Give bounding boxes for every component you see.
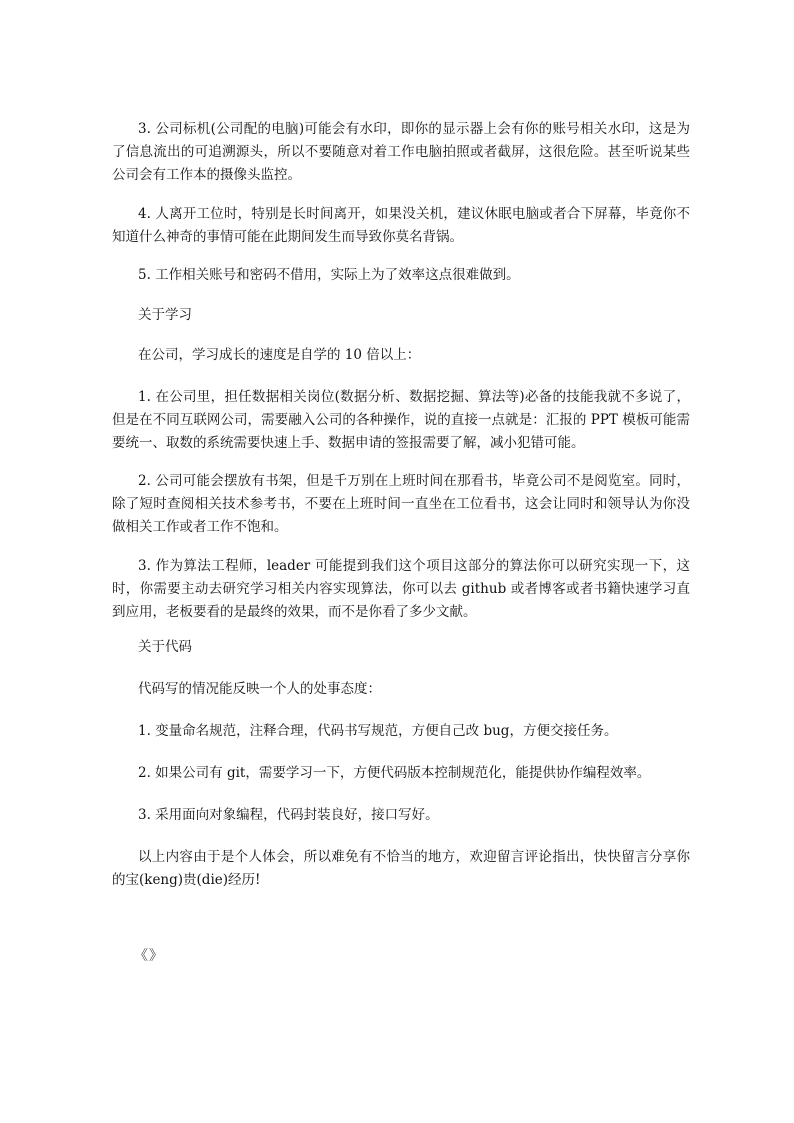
previous-link[interactable]: 《: [134, 948, 149, 964]
paragraph-closing: 以上内容由于是个人体会，所以难免有不恰当的地方，欢迎留言评论指出，快快留言分享你的宝(keng)贵(die)经历!: [112, 849, 690, 888]
section-heading-study: 关于学习: [138, 307, 192, 323]
paragraph-study-item-1: 1. 在公司里，担任数据相关岗位(数据分析、数据挖掘、算法等)必备的技能我就不多说了，但是在不同互联网公司，需要融入公司的各种操作，说的直接一点就是：汇报的 PPT 模板可能需要统一、取数的系统需要快速上手、数据申请的签报需要了解，减小犯错可能。: [112, 389, 690, 451]
paragraph-code-intro: 代码写的情况能反映一个人的处事态度：: [138, 681, 381, 697]
paragraph-account-tip: 5. 工作相关账号和密码不借用，实际上为了效率这点很难做到。: [138, 267, 520, 283]
page-navigation: [134, 945, 164, 968]
paragraph-study-item-2: 2. 公司可能会摆放有书架，但是千万别在上班时间在那看书，毕竟公司不是阅览室。同时，除了短时查阅相关技术参考书，不要在上班时间一直坐在工位看书，这会让同时和领导认为你没做相关工作或者工作不饱和。: [112, 473, 690, 535]
paragraph-code-item-2: 2. 如果公司有 git，需要学习一下，方便代码版本控制规范化，能提供协作编程效率。: [138, 765, 651, 781]
paragraph-study-item-3: 3. 作为算法工程师，leader 可能提到我们这个项目这部分的算法你可以研究实现一下，这时，你需要主动去研究学习相关内容实现算法，你可以去 github 或者博客或者书籍快速学习直到应用，老板要看的是最终的效果，而不是你看了多少文献。: [112, 558, 690, 620]
paragraph-study-intro: 在公司，学习成长的速度是自学的 10 倍以上：: [138, 347, 421, 363]
paragraph-watermark-tip: 3. 公司标机(公司配的电脑)可能会有水印，即你的显示器上会有你的账号相关水印，这是为了信息流出的可追溯源头，所以不要随意对着工作电脑拍照或者截屏，这很危险。甚至听说某些公司会有工作本的摄像头监控。: [112, 121, 690, 183]
paragraph-leave-desk-tip: 4. 人离开工位时，特别是长时间离开，如果没关机，建议休眠电脑或者合下屏幕，毕竟你不知道什么神奇的事情可能在此期间发生而导致你莫名背锅。: [112, 206, 690, 245]
paragraph-code-item-1: 1. 变量命名规范，注释合理，代码书写规范，方便自己改 bug，方便交接任务。: [138, 723, 618, 739]
document-page: [112, 0, 690, 1123]
section-heading-code: 关于代码: [138, 639, 192, 655]
next-link[interactable]: 》: [149, 948, 164, 964]
paragraph-code-item-3: 3. 采用面向对象编程，代码封装良好，接口写好。: [138, 807, 439, 823]
